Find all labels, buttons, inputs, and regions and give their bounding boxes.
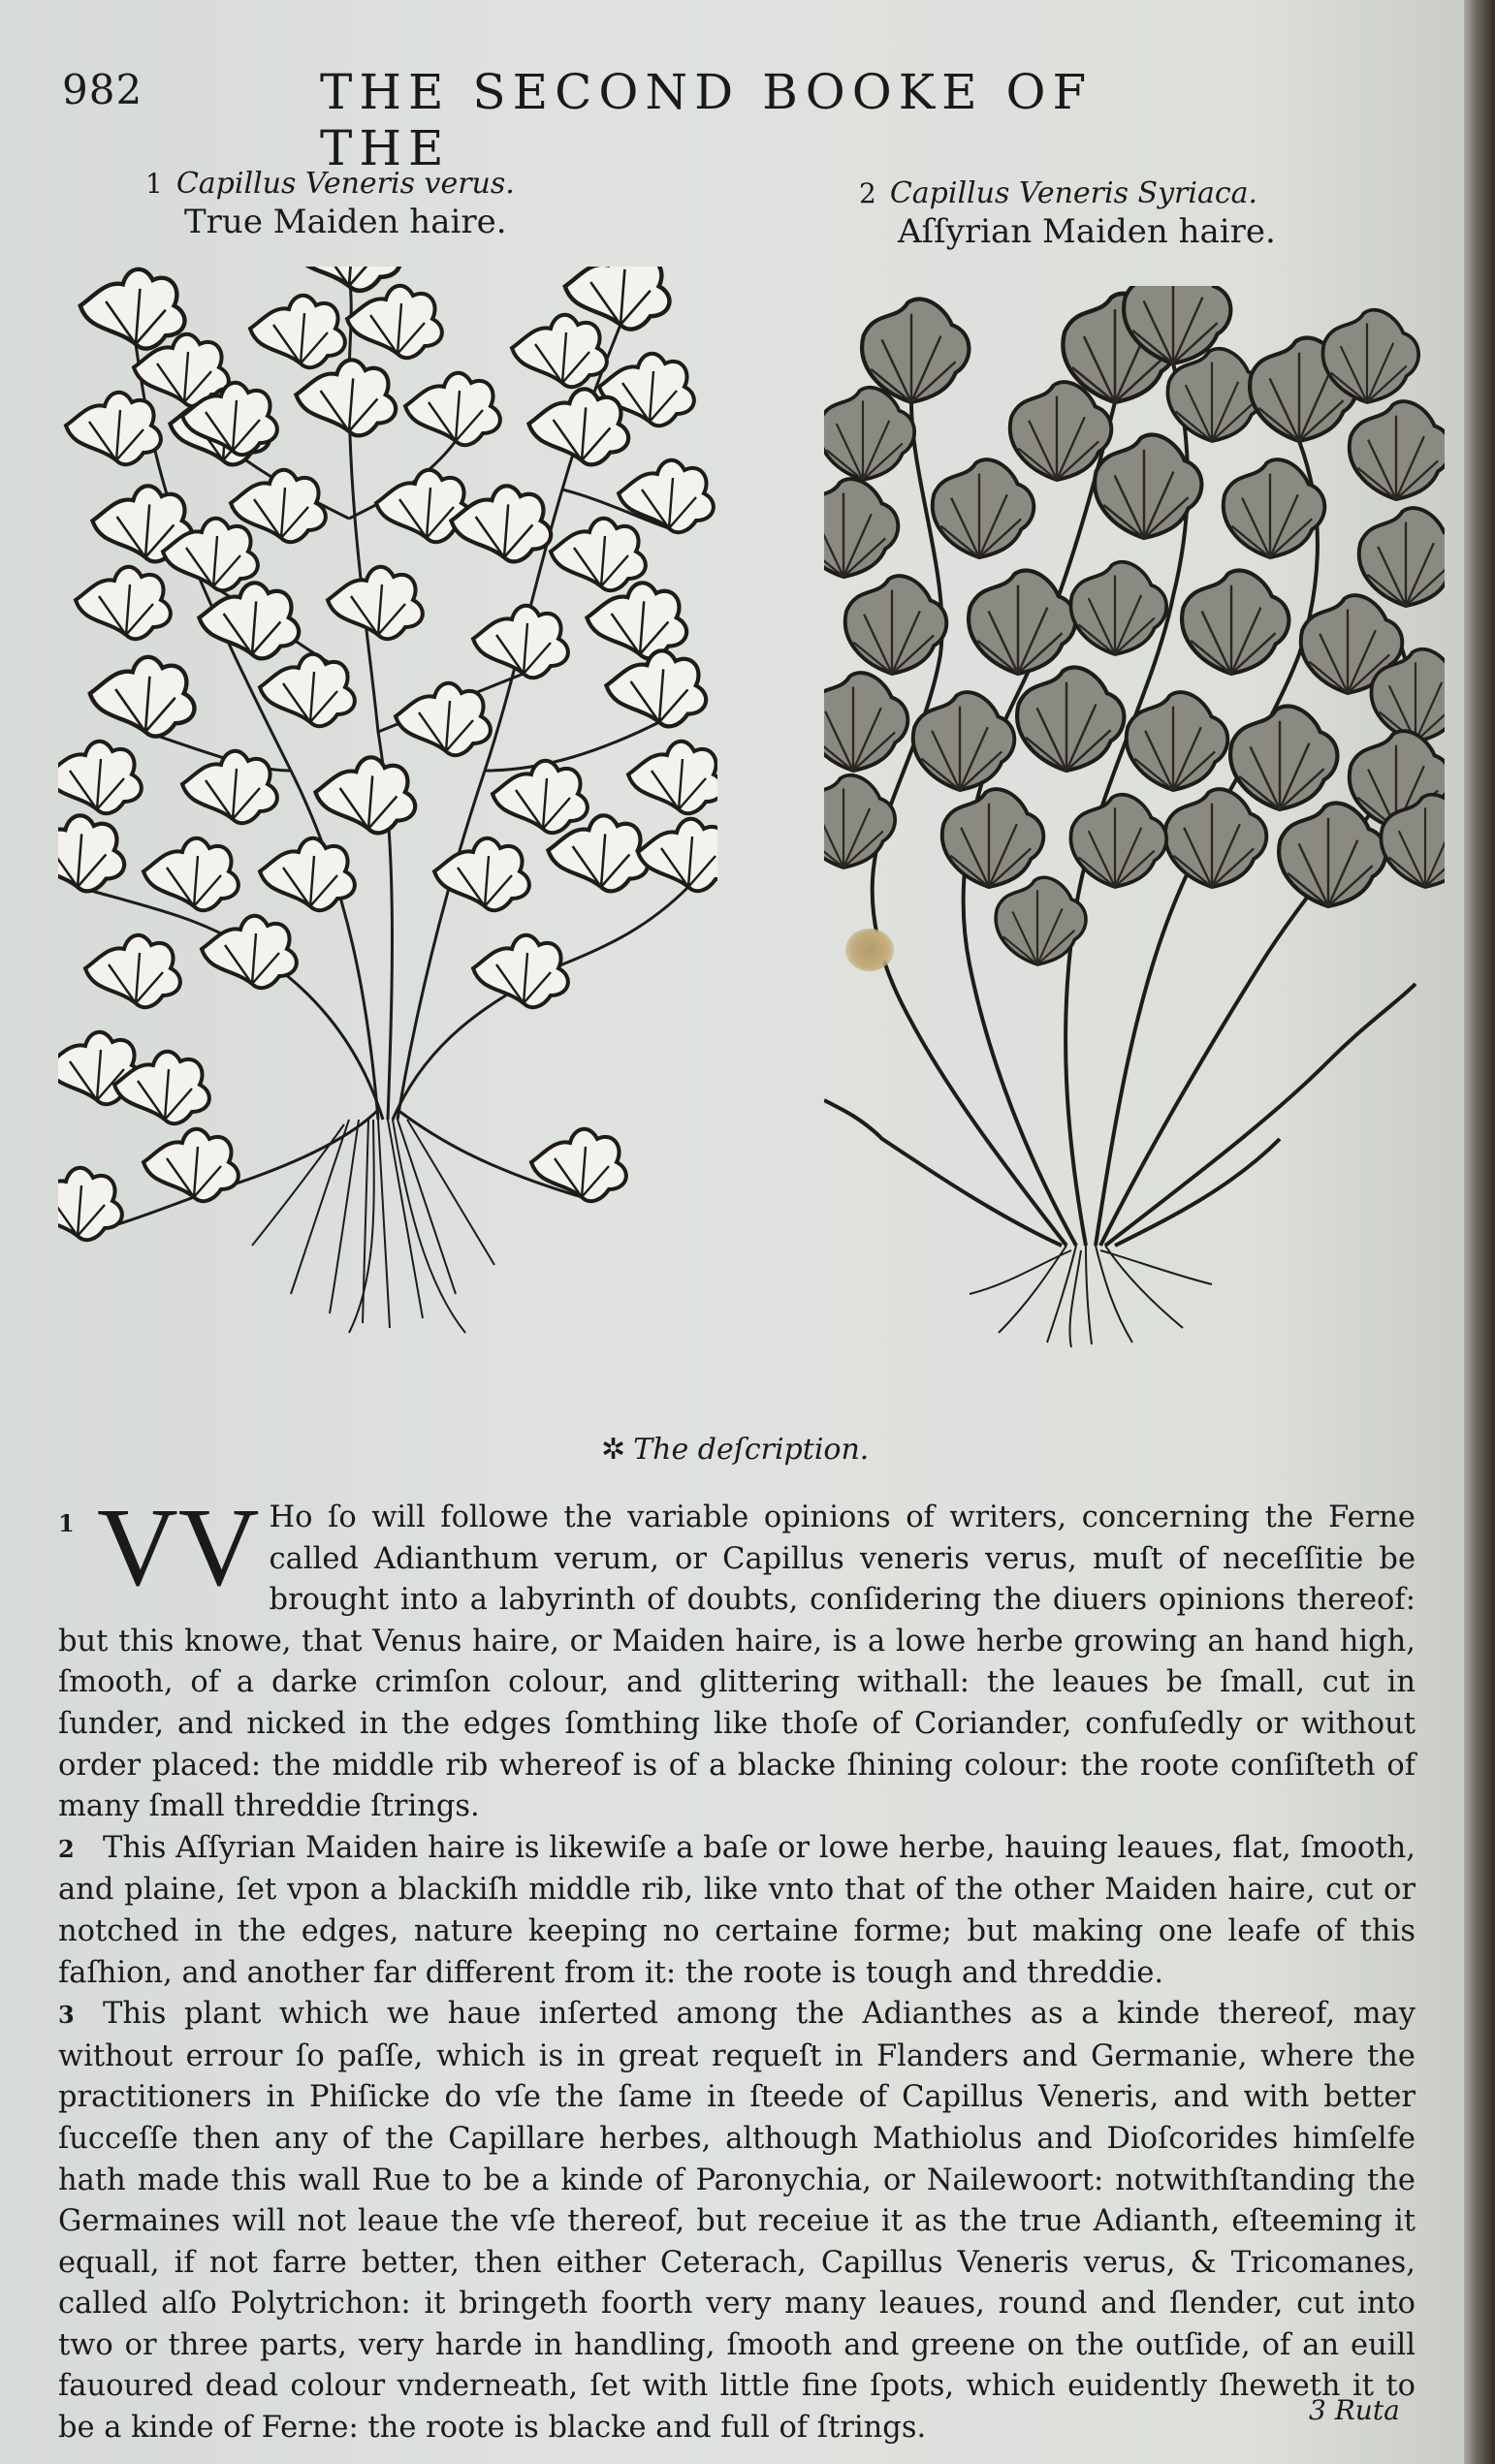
page-number: 982: [62, 66, 143, 113]
figure-number: 2: [859, 177, 876, 209]
catchword: 3 Ruta: [1309, 2394, 1400, 2426]
book-spine-shadow: [1464, 0, 1495, 2464]
figure-english-name: Aſſyrian Maiden haire.: [898, 212, 1276, 251]
figure-number: 1: [145, 168, 163, 200]
paragraph-number: 3: [58, 2001, 75, 2030]
paragraph-text: This plant which we haue inſerted among the Adianthes as a kinde thereof, may without errour ſo paſſe, which is in great requeſt in Flanders and Germanie, where the practitioners in Phiſicke do vſe the ſame in ſteede of Capillus Veneris, and with better ſucceſſe then any of the Capillare herbes, although Mathiolus and Dioſcorides himſelfe hath made this wall Rue to be a kinde of Paronychia, or Nailewoort: notwithſtanding the Germaines will not leaue the vſe thereof, but receiue it as the true Adianth, eſteeming it equall, if not farre better, then either Ceterach, Capillus Veneris verus, & Tricomanes, called alſo Polytrichon: it bringeth foorth very many leaues, round and ſlender, cut into two or three parts, very harde in handling, ſmooth and greene on the outſide, of an euill fauoured dead colour vnderneath, ſet with little fine ſpots, which euidently ſheweth it to be a kinde of Ferne: the roote is blacke and full of ſtrings.: [58, 1997, 1415, 2446]
paragraph-text: This Aſſyrian Maiden haire is likewiſe a baſe or lowe herbe, hauing leaues, flat, ſmooth, and plaine, ſet vpon a blackiſh middle rib, like vnto that of the other Maiden haire, cut or notched in the edges, nature keeping no certaine forme; but making one leafe of this faſhion, and another far different from it: the roote is tough and threddie.: [58, 1830, 1415, 1990]
drop-cap: VV: [97, 1486, 260, 1610]
assyrian-maiden-hair-woodcut: [824, 286, 1445, 1347]
figure-english-name: True Maiden haire.: [184, 203, 507, 241]
paragraph-number: 1: [58, 1509, 75, 1537]
figure-latin-name: Capillus Veneris Syriaca.: [889, 176, 1258, 210]
paragraph-1: [58, 1486, 1415, 1828]
figure-caption-2: [859, 176, 1276, 251]
section-title-text: The deſcription.: [633, 1433, 870, 1467]
asterisk-icon: ✲: [601, 1433, 626, 1467]
paper-stain: [845, 929, 894, 971]
paragraph-3: [58, 1994, 1415, 2449]
description-text: [58, 1486, 1415, 2449]
paragraph-text: Ho ſo will followe the variable opinions of writers, concerning the Ferne called Adianthum verum, or Capillus veneris verus, muſt of neceſſitie be brought into a labyrinth of doubts, conſidering the diuers opinions thereof: but this knowe, that Venus haire, or Maiden haire, is a lowe herbe growing an hand high, ſmooth, of a darke crimſon colour, and glittering withall: the leaues be ſmall, cut in ſunder, and nicked in the edges ſomthing like thoſe of Coriander, confuſedly or without order placed: the middle rib whereof is of a blacke ſhining colour: the roote conſiſteth of many ſmall threddie ſtrings.: [58, 1501, 1415, 1824]
figure-caption-1: [145, 167, 515, 241]
true-maiden-hair-woodcut: [58, 267, 717, 1347]
paragraph-number: 2: [58, 1834, 75, 1863]
book-title: THE SECOND BOOKE OF THE: [320, 64, 1094, 176]
figure-latin-name: Capillus Veneris verus.: [175, 167, 515, 201]
section-title: [601, 1433, 869, 1467]
paragraph-2: [58, 1828, 1415, 1994]
running-head: [58, 60, 1222, 176]
